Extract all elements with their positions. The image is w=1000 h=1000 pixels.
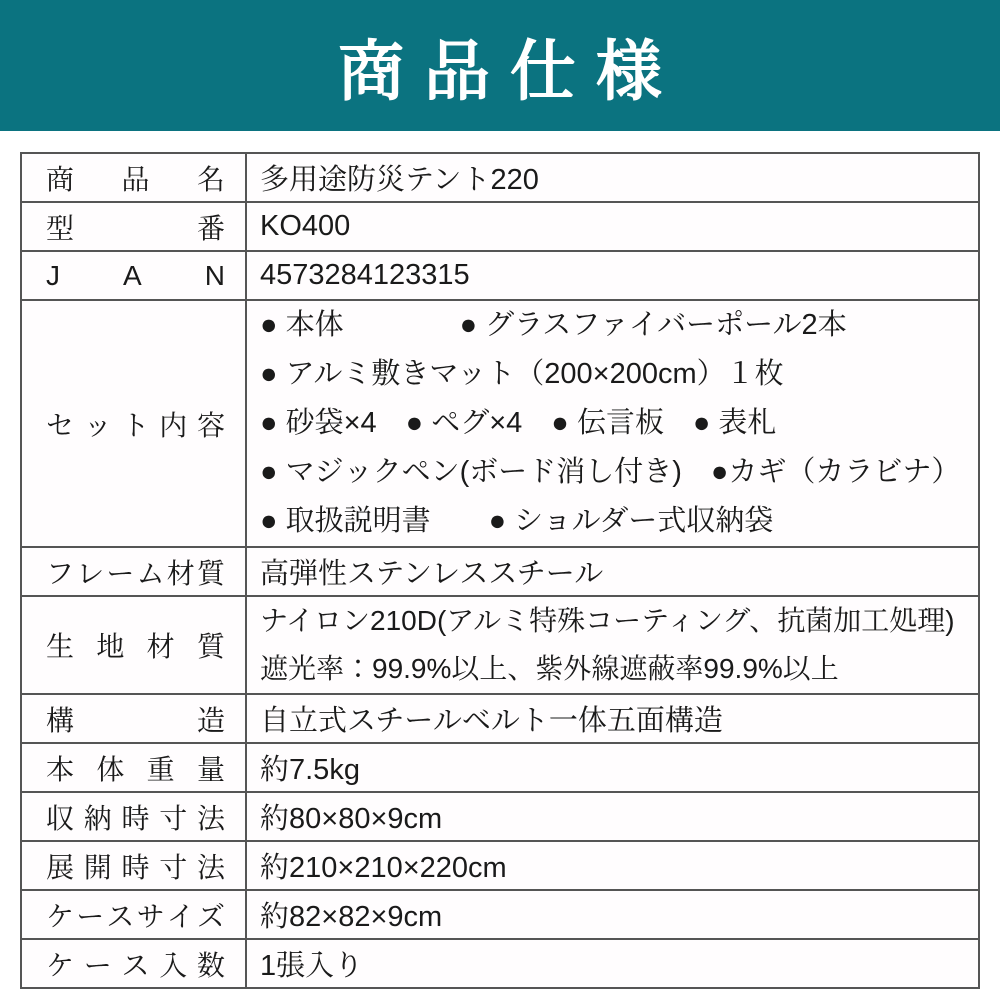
row-label-text: ケ ー ス 入 数: [46, 949, 225, 981]
set-content-line: ● 取扱説明書 ● ショルダー式収納袋: [260, 505, 774, 537]
row-label-frame-material: [21, 547, 246, 596]
row-value-fabric-material: [246, 596, 979, 694]
row-value-case-quantity: 1張入り: [246, 939, 979, 988]
row-value-set-contents: [246, 300, 979, 547]
row-label-text: セ ッ ト 内 容: [46, 409, 225, 441]
row-label-structure: [21, 694, 246, 743]
spec-row-jan-code: [21, 251, 979, 300]
row-label-model-number: [21, 202, 246, 251]
page-title: 商品仕様: [338, 34, 682, 108]
spec-row-storage-size: [21, 792, 979, 841]
row-label-text: 商 品 名: [46, 163, 225, 195]
spec-table: [20, 152, 980, 989]
row-label-jan-code: [21, 251, 246, 300]
row-label-text: 収 納 時 寸 法: [46, 802, 225, 834]
row-label-body-weight: [21, 743, 246, 792]
spec-row-set-contents: [21, 300, 979, 547]
row-label-text: フ レ ー ム 材 質: [46, 557, 225, 589]
row-label-storage-size: [21, 792, 246, 841]
row-value-jan-code: 4573284123315: [246, 251, 979, 300]
set-content-line: ● 砂袋×4 ● ペグ×4 ● 伝言板 ● 表札: [260, 407, 777, 439]
spec-row-case-quantity: [21, 939, 979, 988]
row-label-expanded-size: [21, 841, 246, 890]
spec-row-body-weight: [21, 743, 979, 792]
row-value-expanded-size: 約210×210×220cm: [246, 841, 979, 890]
row-label-product-name: [21, 153, 246, 202]
row-value-frame-material: 高弾性ステンレススチール: [246, 547, 979, 596]
row-label-text: 本 体 重 量: [46, 753, 225, 785]
spec-row-model-number: [21, 202, 979, 251]
set-content-line: ● マジックペン(ボード消し付き) ●カギ（カラビナ）: [260, 456, 961, 488]
row-label-text: 型 番: [46, 212, 225, 244]
spec-row-expanded-size: [21, 841, 979, 890]
spec-table-container: [20, 152, 980, 989]
row-label-case-size: [21, 890, 246, 939]
row-label-text: 構 造: [46, 704, 225, 736]
row-label-set-contents: [21, 300, 246, 547]
row-label-text: ケ ー ス サ イ ズ: [46, 900, 225, 932]
row-value-body-weight: 約7.5kg: [246, 743, 979, 792]
spec-row-structure: [21, 694, 979, 743]
row-value-product-name: 多用途防災テント220: [246, 153, 979, 202]
fabric-material-line: 遮光率：99.9%以上、紫外線遮蔽率99.9%以上: [260, 653, 839, 684]
spec-row-frame-material: [21, 547, 979, 596]
row-label-text: 展 開 時 寸 法: [46, 851, 225, 883]
spec-row-product-name: [21, 153, 979, 202]
set-content-line: ● 本体 ● グラスファイバーポール2本: [260, 309, 847, 341]
set-content-line: ● アルミ敷きマット（200×200cm）１枚: [260, 358, 784, 390]
row-value-storage-size: 約80×80×9cm: [246, 792, 979, 841]
row-value-case-size: 約82×82×9cm: [246, 890, 979, 939]
row-label-text: J A N: [46, 259, 225, 291]
spec-row-fabric-material: [21, 596, 979, 694]
row-label-case-quantity: [21, 939, 246, 988]
row-label-text: 生 地 材 質: [46, 631, 225, 662]
row-value-model-number: KO400: [246, 202, 979, 251]
row-label-fabric-material: [21, 596, 246, 694]
fabric-material-line: ナイロン210D(アルミ特殊コーティング、抗菌加工処理): [260, 605, 955, 636]
row-value-structure: 自立式スチールベルト一体五面構造: [246, 694, 979, 743]
header-band: [0, 0, 1000, 131]
spec-row-case-size: [21, 890, 979, 939]
